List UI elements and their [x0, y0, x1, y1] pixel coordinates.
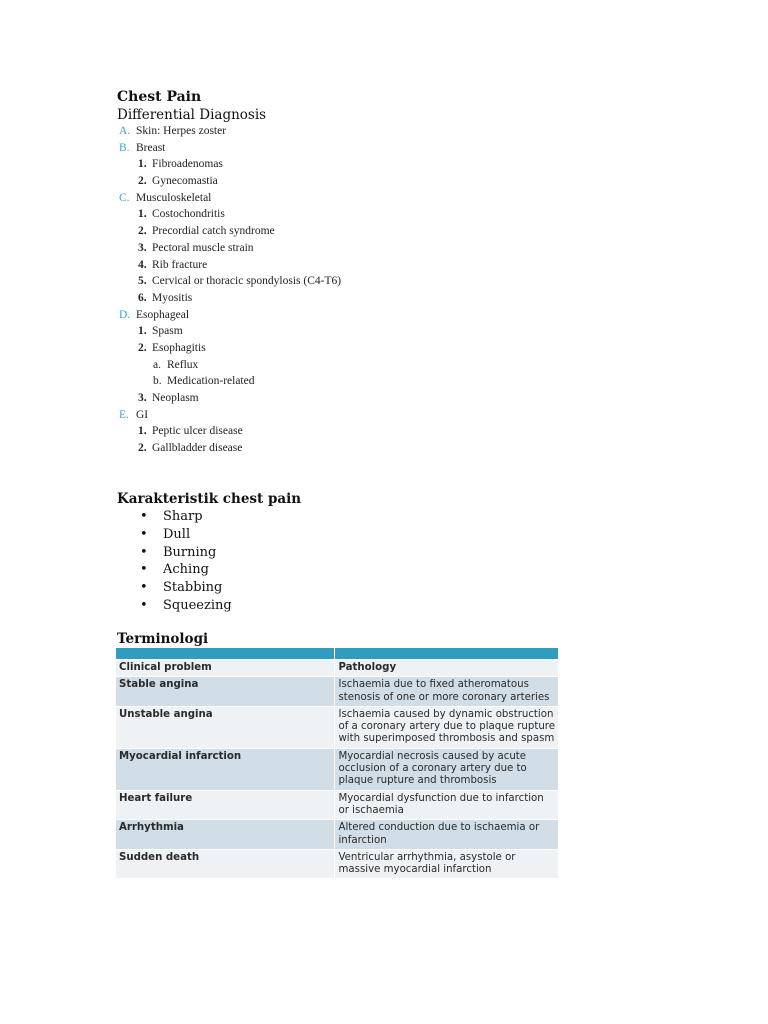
table-row [116, 748, 558, 790]
characteristic-label: Squeezing [163, 597, 232, 613]
list-item [140, 579, 232, 597]
characteristic-label: Sharp [163, 509, 203, 524]
characteristic-label: Dull [163, 526, 191, 542]
table-row [116, 706, 558, 748]
pathology-cell: Ventricular arrhythmia, asystole or massive myocardial infarction [335, 849, 558, 879]
bullet-glyph: • [140, 562, 148, 578]
characteristic-label: Burning [163, 544, 217, 560]
outline-section [119, 140, 519, 157]
item-label: Neoplasm [152, 392, 199, 404]
item-number: 2. [138, 225, 147, 238]
item-label: Myositis [152, 291, 193, 304]
item-label: Precordial catch syndrome [152, 225, 275, 238]
list-item [140, 561, 232, 579]
item-label: Esophagitis [152, 341, 206, 354]
subitem-label: Medication-related [167, 375, 255, 388]
bullet-glyph: • [140, 597, 148, 613]
section-letter: C. [119, 191, 130, 204]
section-label: GI [136, 408, 149, 421]
clinical-problem-cell: Unstable angina [116, 706, 335, 748]
item-label: Spasm [152, 325, 183, 338]
clinical-problem-cell: Arrhythmia [116, 820, 335, 850]
outline-item [119, 257, 519, 274]
table-row [116, 790, 558, 820]
item-label: Costochondritis [152, 208, 225, 221]
pathology-cell: Ischaemia caused by dynamic obstruction of a coronary artery due to plaque rupture with superimposed thrombosis and spasm [335, 706, 558, 748]
page-title: Chest Pain [117, 89, 202, 105]
section-letter: B. [119, 141, 130, 154]
outline-section [119, 190, 519, 207]
item-number: 6. [138, 291, 147, 304]
section-label: Musculoskeletal [136, 191, 212, 204]
outline-item [119, 156, 519, 173]
table-row [116, 849, 558, 879]
outline-section [119, 307, 519, 324]
item-label: Cervical or thoracic spondylosis (C4-T6) [152, 275, 342, 288]
item-number: 5. [138, 275, 147, 288]
bullet-glyph: • [140, 544, 148, 560]
item-number: 2. [138, 175, 147, 188]
item-number: 1. [138, 425, 147, 438]
subitem-label: Reflux [167, 358, 199, 371]
outline-item [119, 340, 519, 357]
outline-item [119, 273, 519, 290]
item-number: 2. [138, 442, 147, 455]
outline-section [119, 407, 519, 424]
list-item [140, 508, 232, 526]
table-row [116, 820, 558, 850]
outline-section [119, 123, 519, 140]
characteristics-heading: Karakteristik chest pain [117, 491, 302, 507]
pathology-cell: Altered conduction due to ischaemia or infarction [335, 820, 558, 850]
outline-item [119, 173, 519, 190]
section-letter: D. [119, 308, 131, 321]
pathology-cell: Myocardial necrosis caused by acute occlusion of a coronary artery due to plaque rupture and thrombosis [335, 748, 558, 790]
table-row [116, 677, 558, 707]
pathology-cell: Myocardial dysfunction due to infarction or ischaemia [335, 790, 558, 820]
section-label: Breast [136, 141, 166, 154]
outline-subitem [119, 357, 519, 374]
item-number: 4. [138, 258, 147, 271]
item-label: Gallbladder disease [152, 442, 243, 455]
characteristic-label: Stabbing [163, 580, 223, 596]
outline-item [119, 423, 519, 440]
characteristics-list [140, 508, 232, 615]
item-number: 2. [138, 341, 147, 354]
subitem-letter: a. [153, 358, 161, 371]
item-number: 3. [138, 241, 147, 254]
item-number: 3. [138, 392, 147, 404]
item-number: 1. [138, 325, 147, 338]
clinical-problem-cell: Myocardial infarction [116, 748, 335, 790]
outline-item [119, 390, 519, 407]
subitem-letter: b. [153, 375, 162, 388]
table-top-bar [116, 648, 558, 660]
page-subtitle: Differential Diagnosis [117, 107, 267, 123]
outline-item [119, 290, 519, 307]
terminology-heading: Terminologi [117, 631, 209, 647]
table-header-clinical-problem: Clinical problem [116, 660, 335, 677]
item-label: Pectoral muscle strain [152, 241, 254, 254]
characteristic-label: Aching [163, 562, 209, 578]
pathology-cell: Ischaemia due to fixed atheromatous stenosis of one or more coronary arteries [335, 677, 558, 707]
item-label: Peptic ulcer disease [152, 425, 243, 438]
item-label: Gynecomastia [152, 175, 218, 188]
list-item [140, 526, 232, 544]
section-letter: A. [119, 125, 131, 137]
item-label: Rib fracture [152, 258, 208, 271]
outline-item [119, 206, 519, 223]
table-header-row [116, 660, 558, 677]
list-item [140, 544, 232, 562]
outline-item [119, 323, 519, 340]
item-label: Fibroadenomas [152, 158, 223, 171]
clinical-problem-cell: Stable angina [116, 677, 335, 707]
outline-item [119, 223, 519, 240]
section-label: Esophageal [136, 308, 190, 321]
outline-item [119, 440, 519, 457]
item-number: 1. [138, 158, 147, 171]
differential-diagnosis-list [119, 123, 519, 457]
terminology-table [116, 648, 558, 879]
section-letter: E. [119, 408, 129, 421]
item-number: 1. [138, 208, 147, 221]
table-header-pathology: Pathology [335, 660, 558, 677]
outline-subitem [119, 373, 519, 390]
bullet-glyph: • [140, 526, 148, 542]
clinical-problem-cell: Sudden death [116, 849, 335, 879]
bullet-glyph: • [140, 509, 148, 524]
clinical-problem-cell: Heart failure [116, 790, 335, 820]
list-item [140, 597, 232, 615]
outline-item [119, 240, 519, 257]
section-label: Skin: Herpes zoster [136, 125, 227, 137]
bullet-glyph: • [140, 580, 148, 596]
